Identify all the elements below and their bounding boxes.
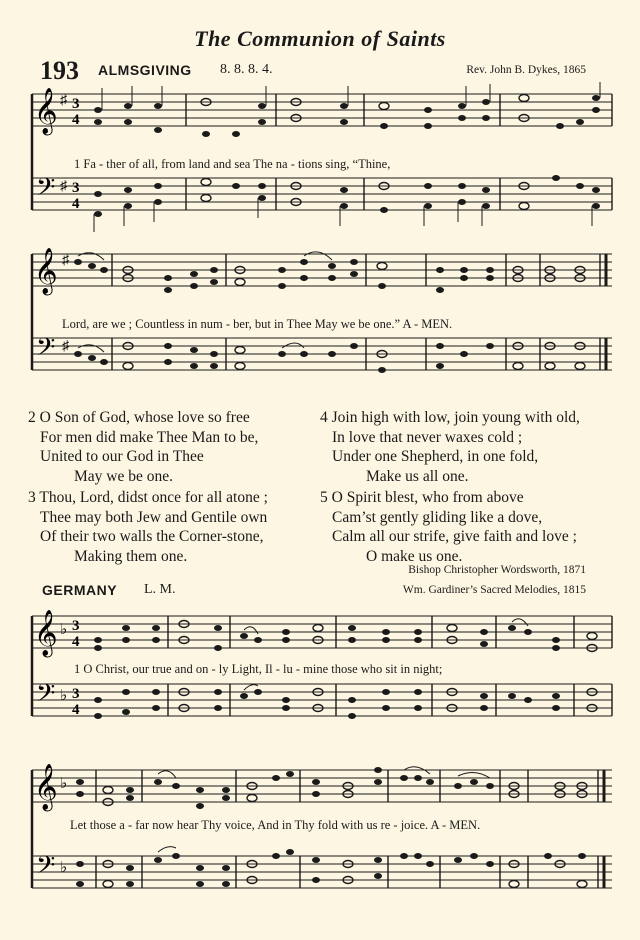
svg-text:♯: ♯ (62, 253, 69, 268)
bass-clef-icon: 𝄢 (36, 679, 56, 714)
treble-clef-icon: 𝄞 (34, 248, 58, 294)
lyrics-line-1: 1 Fa - ther of all, from land and sea The na - tions sing, “Thine, (74, 157, 391, 171)
svg-text:4: 4 (72, 702, 80, 718)
meter-almsgiving: 8. 8. 8. 4. (220, 62, 273, 77)
svg-text:♭: ♭ (60, 622, 68, 638)
lyrics-line-3: 1 O Christ, our true and on - ly Light, Il - lu - mine those who sit in night; (74, 662, 443, 676)
hymn-number: 193 (40, 56, 79, 85)
music-system-3 (0, 604, 640, 764)
svg-text:♭: ♭ (60, 860, 68, 876)
page-title: The Communion of Saints (194, 26, 446, 51)
verse-line: 2 O Son of God, whose love so free (28, 409, 250, 426)
key-signature: ♯ (60, 93, 67, 108)
treble-clef-icon: 𝄞 (34, 88, 58, 134)
verse-line: 3 Thou, Lord, didst once for all atone ; (28, 489, 268, 506)
svg-text:3: 3 (72, 618, 80, 634)
note-heads (94, 95, 600, 218)
treble-clef-icon: 𝄞 (34, 764, 58, 810)
svg-text:♯: ♯ (62, 339, 69, 354)
svg-text:3: 3 (72, 180, 80, 196)
composer-credit: Rev. John B. Dykes, 1865 (466, 64, 586, 76)
verse-5 (320, 488, 577, 566)
verse-line: Of their two walls the Corner-stone, (40, 528, 264, 545)
verse-line: 5 O Spirit blest, who from above (320, 489, 524, 506)
verse-line: Making them one. (74, 547, 188, 565)
svg-text:♭: ♭ (60, 776, 68, 792)
svg-text:3: 3 (72, 686, 80, 702)
verse-2 (28, 408, 258, 486)
bass-clef-icon: 𝄢 (36, 851, 56, 886)
verse-3 (28, 488, 268, 566)
tune-name-germany: GERMANY (42, 582, 118, 598)
verse-line: O make us one. (366, 547, 463, 565)
verse-line: Thee may both Jew and Gentile own (40, 508, 268, 526)
key-signature-bass: ♯ (60, 179, 67, 194)
svg-text:4: 4 (72, 112, 80, 128)
lyrics-line-2: Lord, are we ; Countless in num - ber, but in Thee May we be one.” A - MEN. (62, 317, 453, 331)
verse-line: May we be one. (74, 467, 173, 485)
time-signature: 3 (72, 96, 80, 112)
svg-text:♭: ♭ (60, 688, 68, 704)
verse-line: United to our God in Thee (40, 448, 204, 465)
verse-line: Make us all one. (366, 467, 469, 485)
verse-line: Cam’st gently gliding like a dove, (332, 508, 543, 526)
meter-germany: L. M. (144, 582, 176, 597)
verse-line: Calm all our strife, give faith and love ; (332, 528, 577, 545)
verse-line: 4 Join high with low, join young with old, (320, 409, 580, 426)
tune-name-almsgiving: ALMSGIVING (98, 62, 192, 78)
lyrics-line-4: Let those a - far now hear Thy voice, And in Thy fold with us re - joice. A - MEN. (70, 818, 481, 832)
verse-line: For men did make Thee Man to be, (40, 428, 259, 446)
svg-text:4: 4 (72, 196, 80, 212)
verse-line: Under one Shepherd, in one fold, (332, 448, 539, 465)
verse-line: In love that never waxes cold ; (332, 428, 523, 446)
bass-clef-icon: 𝄢 (36, 173, 56, 208)
treble-clef-icon: 𝄞 (34, 610, 58, 656)
barlines (32, 94, 612, 210)
verse-4 (320, 408, 580, 486)
author-credit: Bishop Christopher Wordsworth, 1871 (408, 564, 586, 576)
svg-text:4: 4 (72, 634, 80, 650)
bass-clef-icon: 𝄢 (36, 333, 56, 368)
source-credit: Wm. Gardiner’s Sacred Melodies, 1815 (402, 584, 586, 596)
music-system-4 (0, 760, 640, 940)
